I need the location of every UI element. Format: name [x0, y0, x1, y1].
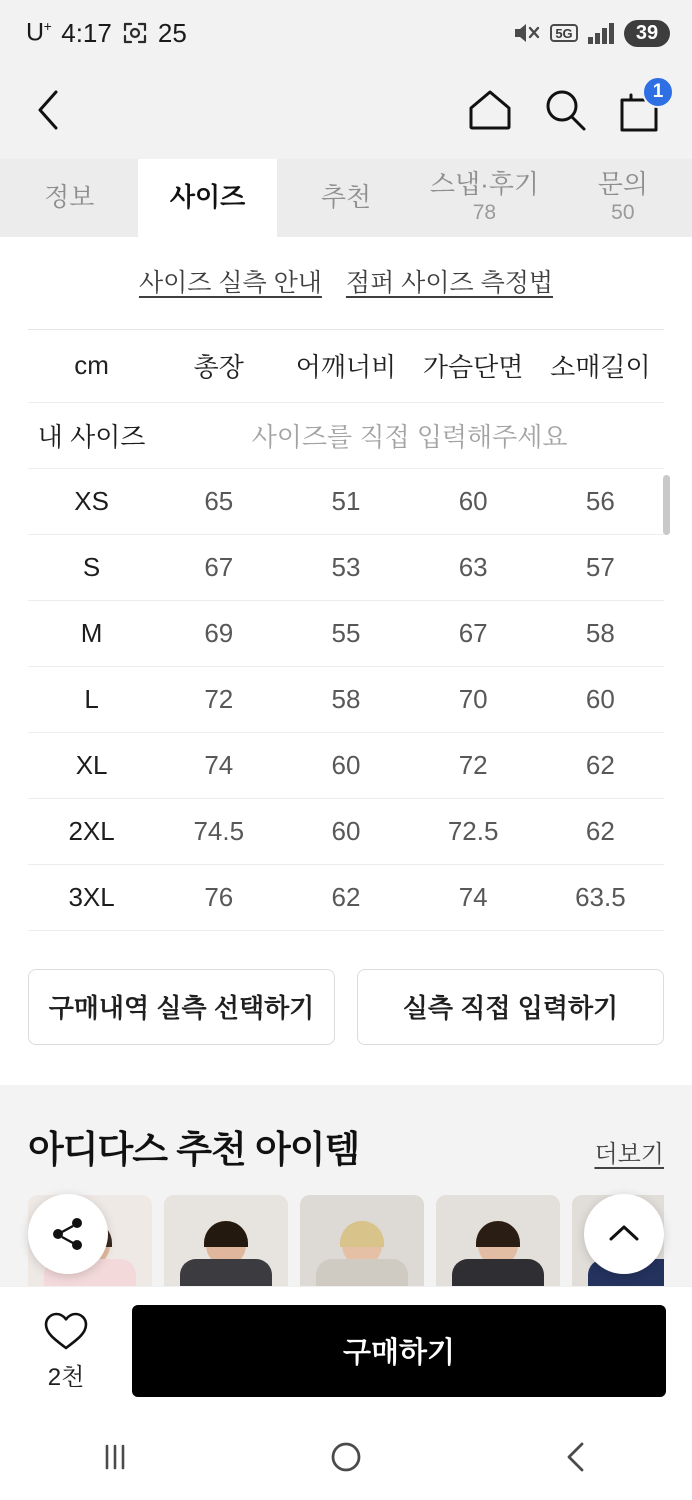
shopping-bag-button[interactable]: [616, 81, 664, 139]
cell-length: 76: [155, 864, 282, 930]
my-size-input[interactable]: 사이즈를 직접 입력해주세요: [155, 402, 664, 468]
share-icon: [49, 1215, 87, 1253]
home-icon[interactable]: [466, 87, 514, 138]
network-5g-icon: 5G: [550, 24, 578, 43]
cell-sleeve: 62: [537, 798, 664, 864]
header-sleeve: 소매길이: [537, 330, 664, 402]
status-bar: [0, 0, 692, 66]
cell-sleeve: 60: [537, 666, 664, 732]
my-size-label: 내 사이즈: [28, 402, 155, 468]
cell-shoulder: 51: [282, 468, 409, 534]
notification-count: 25: [157, 17, 187, 48]
recommend-item-list[interactable]: [28, 1195, 664, 1287]
top-nav-actions: [466, 81, 664, 139]
tab-label: 추천: [320, 182, 372, 213]
cell-shoulder: 53: [282, 534, 409, 600]
scroll-to-top-button[interactable]: [584, 1194, 664, 1274]
size-table-container: [28, 329, 664, 931]
measurement-actions: [0, 931, 692, 1085]
header-cm: cm: [28, 330, 155, 402]
cell-chest: 72.5: [410, 798, 537, 864]
home-button[interactable]: [286, 1437, 406, 1477]
list-item[interactable]: [436, 1195, 560, 1287]
row-size-label: L: [28, 666, 155, 732]
cell-chest: 72: [410, 732, 537, 798]
guide-links: [0, 237, 692, 317]
cell-length: 67: [155, 534, 282, 600]
tab-snap-review[interactable]: [415, 159, 553, 237]
back-button[interactable]: [517, 1439, 637, 1475]
cell-chest: 74: [410, 864, 537, 930]
recents-button[interactable]: [55, 1440, 175, 1474]
clock-label: 4:17: [61, 17, 112, 48]
select-from-orders-button[interactable]: 구매내역 실측 선택하기: [28, 969, 335, 1045]
cell-length: 69: [155, 600, 282, 666]
table-row: [28, 864, 664, 930]
home-circle-icon: [326, 1437, 366, 1477]
cell-length: 72: [155, 666, 282, 732]
bag-badge: 1: [642, 76, 674, 108]
cell-sleeve: 57: [537, 534, 664, 600]
table-header-row: [28, 330, 664, 402]
back-chevron-icon: [559, 1439, 595, 1475]
row-size-label: 2XL: [28, 798, 155, 864]
cell-chest: 63: [410, 534, 537, 600]
like-count: 2천: [47, 1364, 85, 1391]
cell-length: 65: [155, 468, 282, 534]
tab-count: 78: [472, 201, 497, 225]
tab-label: 사이즈: [169, 182, 246, 213]
carrier-label: U+: [26, 18, 52, 47]
row-size-label: M: [28, 600, 155, 666]
heart-icon: [42, 1309, 90, 1353]
my-size-row[interactable]: [28, 402, 664, 468]
cell-shoulder: 60: [282, 798, 409, 864]
tab-count: 50: [611, 201, 635, 225]
size-table: [28, 330, 664, 931]
tab-info[interactable]: [0, 159, 138, 237]
cell-sleeve: 58: [537, 600, 664, 666]
signal-bars-icon: [587, 21, 615, 45]
row-size-label: 3XL: [28, 864, 155, 930]
table-row: [28, 798, 664, 864]
cell-sleeve: 62: [537, 732, 664, 798]
section-tabs: [0, 159, 692, 237]
cell-sleeve: 63.5: [537, 864, 664, 930]
status-bar-right: [511, 20, 670, 47]
table-row: [28, 534, 664, 600]
tab-inquiry[interactable]: [554, 159, 692, 237]
recommend-header: [28, 1119, 664, 1173]
back-button[interactable]: [32, 87, 66, 138]
tab-label: 문의: [597, 169, 648, 200]
header-shoulder: 어깨너비: [282, 330, 409, 402]
recommend-section: [0, 1085, 692, 1287]
status-bar-left: [26, 18, 187, 49]
top-navigation-bar: [0, 66, 692, 159]
cell-chest: 70: [410, 666, 537, 732]
cell-chest: 67: [410, 600, 537, 666]
search-icon[interactable]: [542, 87, 588, 138]
cell-length: 74.5: [155, 798, 282, 864]
row-size-label: S: [28, 534, 155, 600]
mute-icon: [511, 20, 541, 46]
cell-length: 74: [155, 732, 282, 798]
buy-button[interactable]: 구매하기: [132, 1305, 666, 1397]
list-item[interactable]: [164, 1195, 288, 1287]
table-row: [28, 666, 664, 732]
recents-icon: [95, 1440, 135, 1474]
tab-size[interactable]: [138, 159, 276, 237]
header-length: 총장: [155, 330, 282, 402]
recommend-more-link[interactable]: 더보기: [594, 1140, 664, 1168]
row-size-label: XL: [28, 732, 155, 798]
like-button[interactable]: [26, 1309, 106, 1392]
purchase-bar: [0, 1286, 692, 1414]
table-row: [28, 468, 664, 534]
table-row: [28, 600, 664, 666]
cell-sleeve: 56: [537, 468, 664, 534]
chevron-up-icon: [606, 1219, 642, 1249]
list-item[interactable]: [300, 1195, 424, 1287]
tab-label: 스냅·후기: [429, 169, 539, 200]
cell-chest: 60: [410, 468, 537, 534]
header-chest: 가슴단면: [410, 330, 537, 402]
recommend-title: 아디다스 추천 아이템: [28, 1128, 360, 1170]
horizontal-scrollbar[interactable]: [663, 475, 670, 535]
android-navigation-bar: [0, 1414, 692, 1500]
table-row: [28, 732, 664, 798]
cell-shoulder: 60: [282, 732, 409, 798]
row-size-label: XS: [28, 468, 155, 534]
battery-indicator: 39: [624, 20, 670, 47]
jumper-size-method-link[interactable]: 점퍼 사이즈 측정법: [345, 269, 554, 297]
manual-input-button[interactable]: 실측 직접 입력하기: [357, 969, 664, 1045]
tab-recommend[interactable]: [277, 159, 415, 237]
screenshot-icon: [122, 21, 148, 45]
tab-label: 정보: [44, 182, 95, 213]
size-measure-guide-link[interactable]: 사이즈 실측 안내: [138, 269, 322, 297]
cell-shoulder: 58: [282, 666, 409, 732]
share-button[interactable]: [28, 1194, 108, 1274]
cell-shoulder: 55: [282, 600, 409, 666]
cell-shoulder: 62: [282, 864, 409, 930]
